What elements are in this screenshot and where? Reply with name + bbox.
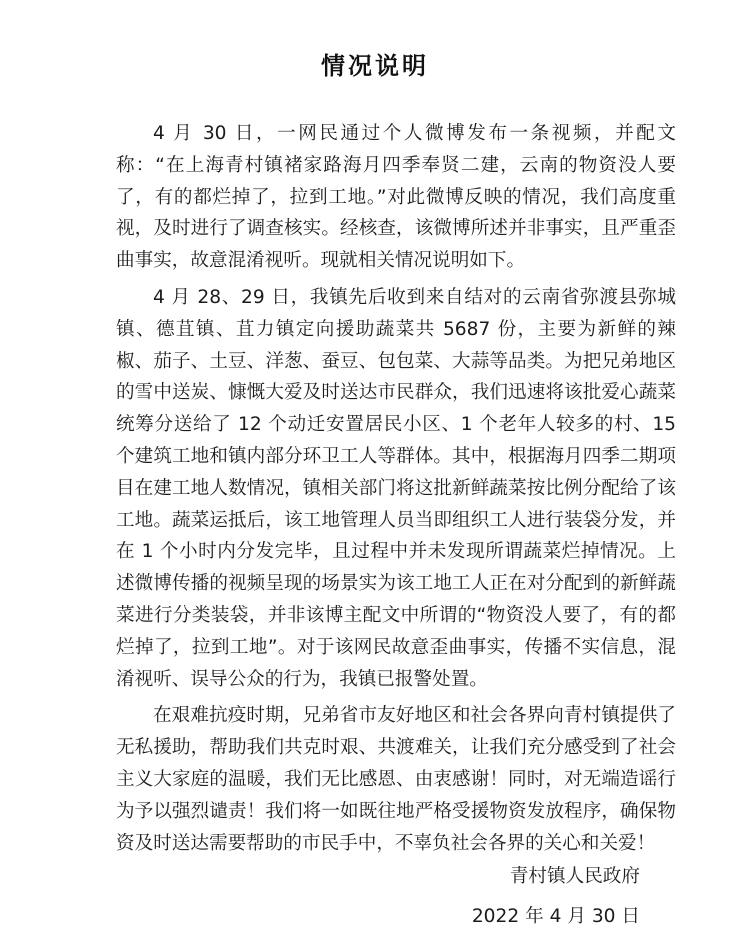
signature-date: 2022 年 4 月 30 日 (471, 906, 640, 927)
document-title: 情况说明 (321, 51, 429, 80)
signature-organization: 青村镇人民政府 (509, 866, 640, 887)
paragraph-incident: 4 月 30 日，一网民通过个人微博发布一条视频，并配文称：“在上海青村镇褚家路海月四季奉贤二建，云南的物资没人要了，有的都烂掉了，拉到工地。”对此微博反映的情况，我们高度重视，及时进行了调查核实。经核查，该微博所述并非事实，且严重歪曲事实，故意混淆视听。现就相关情况说明如下。 (116, 123, 676, 272)
paragraph-investigation: 4 月 28、29 日，我镇先后收到来自结对的云南省弥渡县弥城镇、德苴镇、苴力镇定向援助蔬菜共 5687 份，主要为新鲜的辣椒、茄子、土豆、洋葱、蚕豆、包包菜、大蒜等品类。为把兄弟地区的雪中送炭、慷慨大爱及时送达市民群众，我们迅速将该批爱心蔬菜统筹分送给了 12 个动迁安置居民小区、1 个老年人较多的村、15 个建筑工地和镇内部分环卫工人等群体。其中，根据海月四季二期项目在建工地人数情况，镇相关部门将这批新鲜蔬菜按比例分配给了该工地。蔬菜运抵后，该工地管理人员当即组织工人进行装袋分发，并在 1 个小时内分发完毕，且过程中并未发现所谓蔬菜烂掉情况。上述微博传播的视频呈现的场景实为该工地工人正在对分配到的新鲜蔬菜进行分类装袋，并非该博主配文中所谓的“物资没人要了，有的都烂掉了，拉到工地”。对于该网民故意歪曲事实，传播不实信息，混淆视听、误导公众的行为，我镇已报警处置。 (116, 286, 676, 690)
document-body (116, 118, 676, 864)
paragraph-gratitude: 在艰难抗疫时期，兄弟省市友好地区和社会各界向青村镇提供了无私援助，帮助我们共克时艰、共渡难关，让我们充分感受到了社会主义大家庭的温暖，我们无比感恩、由衷感谢！同时，对无端造谣行为予以强烈谴责！我们将一如既往地严格受援物资发放程序，确保物资及时送达需要帮助的市民手中，不辜负社会各界的关心和关爱！ (116, 705, 676, 854)
